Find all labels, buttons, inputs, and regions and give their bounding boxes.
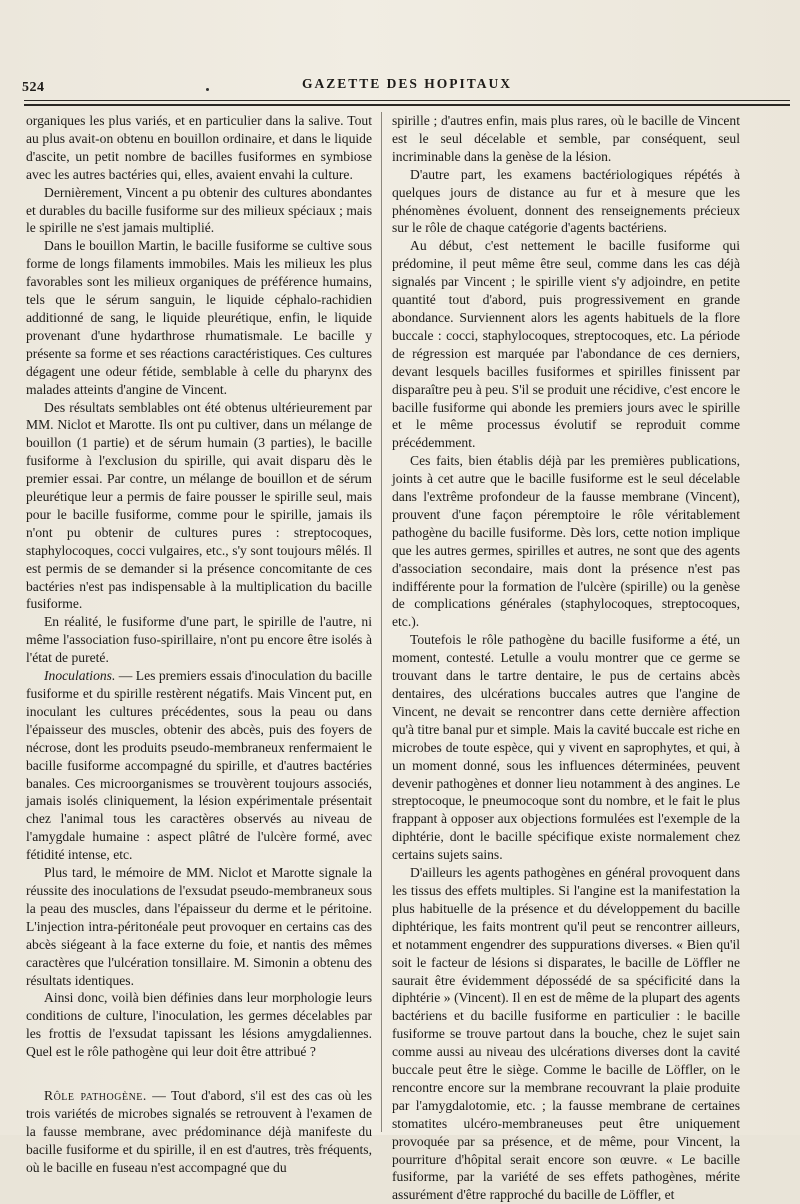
left-paragraph-5: En réalité, le fusiforme d'une part, le spirille de l'autre, ni même l'association fuso-spirillaire, n'ont pu encore être isolés à l'état de pureté. <box>26 614 372 666</box>
page-number: 524 <box>22 80 45 95</box>
left-paragraph-2: Dernièrement, Vincent a pu obtenir des cultures abondantes et durables du bacille fusiforme sur des milieux spéciaux ; mais le spirille ne s'est jamais multiplié. <box>26 184 372 236</box>
left-paragraph-6: Plus tard, le mémoire de MM. Niclot et Marotte signale la réussite des inoculations de l'exsudat pseudo-membraneux sous la peau des muscles, dans l'épaisseur du derme et le péritoine. L'injection intra-péritonéale peut provoquer en certains cas des abcès siégeant à la face externe du foie, et nantis des mêmes caractères que l'ulcération tonsillaire. M. Simonin a obtenu des résultats identiques. <box>26 865 372 988</box>
column-divider <box>381 112 382 1132</box>
inoculations-paragraph <box>26 667 372 864</box>
right-paragraph-5: Toutefois le rôle pathogène du bacille fusiforme a été, un moment, contesté. Letulle a voulu montrer que ce germe se trouvant dans le tartre dentaire, le pus de certains abcès dentaires, des ulcérations buccales autres que l'angine de Vincent, ne devait se rencontrer dans cette dernière affection qu'à titre banal pur et simple. Mais la cavité buccale est riche en microbes de toute espèce, qui y vivent en saprophytes, et qui, à un moment donné, sous les influences déterminées, peuvent devenir pathogènes et donner lieu notamment à des angines. Le streptocoque, le pneumocoque sont du nombre, et le fait le plus frappant à opposer aux objections formulées est l'exemple de la diphtérie, dont le bacille spécifique existe normalement chez certains sujets sains. <box>392 632 740 863</box>
header-rule-thin <box>24 100 790 101</box>
role-pathogene-body: — Tout d'abord, s'il est des cas où les trois variétés de microbes signalés se retrouvent à l'examen de la fausse membrane, avec prédominance déjà manifeste du bacille fusiforme et du spirille, il en est d'autres, très fréquents, où le bacille en fuseau n'est accompagné que du <box>26 1088 372 1175</box>
right-paragraph-6: D'ailleurs les agents pathogènes en général provoquent dans les tissus des effets multiples. Si l'angine est la manifestation la plus habituelle de la présence et du développement du bacille diphtérique, les faits montrent qu'il peut se rencontrer ailleurs, et notamment engendrer des suppurations diverses. « Bien qu'il soit le facteur de lésions si disparates, le bacille de Löffler ne saurait être évidemment dépossédé de sa spécificité dans la diphtérie » (Vincent). Il en est de même de la plupart des agents bactériens et du bacille fusiforme en particulier : le bacille fusiforme se trouve partout dans la bouche, chez le sujet sain comme aussi au niveau des ulcérations diverses dont la cavité buccale peut être le siège. Comme le bacille de Löffler, on le rencontre encore sur la membrane recouvrant la plaie produite par l'amygdalotomie, etc. ; la fausse membrane de certaines stomatites ulcéro-membraneuses peut être uniquement provoquée par sa présence, et de même, pour Vincent, la pourriture d'hôpital serait encore son œuvre. « Le bacille fusiforme, par la variété de ses effets pathogènes, mérite assurément d'être rapproché du bacille de Löffler, et <box>392 865 740 1203</box>
left-column <box>26 112 372 1177</box>
journal-title: GAZETTE DES HOPITAUX <box>301 76 513 91</box>
role-pathogene-paragraph <box>26 1087 372 1177</box>
role-pathogene-heading: Rôle pathogène. <box>44 1088 147 1104</box>
left-paragraph-4: Des résultats semblables ont été obtenus ultérieurement par MM. Niclot et Marotte. Ils ont pu cultiver, dans un mélange de bouillon (1 partie) et de sérum humain (3 parties), le bacille fusiforme à l'exclusion du spirille, qui avait disparu dès le premier essai. Par contre, un mélange de bouillon et de sérum pleurétique leur a permis de faire pousser le spirille seul, mais pour le bacille fusiforme, comme pour le spirille, jamais ils n'ont pu obtenir de cultures pures : streptocoques, staphylocoques, cocci vulgaires, etc., s'y sont toujours mêlés. Il est permis de se demander si la présence concomitante de ces bactéries n'est pas indispensable à la multiplication du bacille fusiforme. <box>26 399 372 612</box>
right-paragraph-3: Au début, c'est nettement le bacille fusiforme qui prédomine, il peut même être seul, comme dans les cas déjà signalés par Vincent ; le spirille vient s'y adjoindre, en petite quantité tout d'abord, puis progressivement en grande abondance. Surviennent alors les agents habituels de la flore buccale : cocci, staphylocoques, streptocoques, etc. La période de régression est marquée par l'abondance de ces derniers, devant lesquels bacilles fusiformes et spirilles finissent par disparaître peu à peu. S'il se produit une récidive, c'est encore le bacille fusiforme qui abonde les premiers jours avec le spirille et le même processus évolutif se reproduit comme précédemment. <box>392 238 741 451</box>
left-paragraph-1: organiques les plus variés, et en particulier dans la salive. Tout au plus avait-on obtenu en bouillon ordinaire, et dans le liquide d'ascite, un petit nombre de bacilles fusiformes en symbiose avec les autres bactéries qui, elles, avaient envahi la culture. <box>26 113 372 182</box>
right-paragraph-2: D'autre part, les examens bactériologiques répétés à quelques jours de distance au fur et à mesure que les phénomènes évoluent, donnent des renseignements précieux sur le rôle de chaque catégorie d'agents bactériens. <box>392 166 740 236</box>
page-header <box>22 74 792 94</box>
left-paragraph-7: Ainsi donc, voilà bien définies dans leur morphologie leurs conditions de culture, l'inoculation, les germes décelables par les frottis de l'exsudat tapissant les lésions amygdaliennes. Quel est le rôle pathogène qui leur doit être attribué ? <box>26 990 372 1060</box>
inoculations-body: — Les premiers essais d'inoculation du bacille fusiforme et du spirille restèrent négatifs. Mais Vincent put, en inoculant les cultures précédentes, sous la peau ou dans l'épaisseur des muscles, obtenir des abcès, puis des foyers de nécrose, dont les produits pseudo-membraneux renfermaient le bacille fusiforme accompagné du spirille, et d'autres bactéries banales. Ces microorganismes se trouvèrent toujours associés, jamais isolés cliniquement, la lésion expérimentale présentait chez l'animal tous les caractères observés au niveau de l'amygdale humaine : aspect plâtré de l'ulcère formé, avec fétidité intense, etc. <box>26 668 372 863</box>
right-paragraph-1: spirille ; d'autres enfin, mais plus rares, où le bacille de Vincent est le seul décelable et semble, par conséquent, seul incriminable dans la genèse de la lésion. <box>392 113 740 164</box>
right-paragraph-4: Ces faits, bien établis déjà par les premières publications, joints à cet autre que le bacille fusiforme est le seul décelable dans l'extrême profondeur de la fausse membrane (Vincent), prouvent d'une façon péremptoire le rôle véritablement pathogène du bacille fusiforme. Dès lors, cette notion implique que les autres germes, spirilles et autres, ne sont que des agents d'association secondaire, mais dont la présence n'est pas indifférente pour la formation de l'ulcère (spirille) ou la genèse de complications générales (staphylocoques, streptocoques, etc.). <box>392 453 740 630</box>
left-paragraph-3: Dans le bouillon Martin, le bacille fusiforme se cultive sous forme de longs filaments immobiles. Mais les milieux les plus favorables sont les milieux organiques de préférence humains, tels que le sérum sanguin, le liquide céphalo-rachidien additionné de sang, le liquide pleurétique, enfin, le liquide provenant d'une hydarthrose rhumatismale. Le bacille y présente sa forme et ses réactions caractéristiques. Ces cultures dégagent une odeur fétide, semblable à celle du pharynx des malades atteints d'angine de Vincent. <box>26 238 372 397</box>
header-rule-thick <box>24 104 790 106</box>
inoculations-heading: Inoculations. <box>44 668 116 684</box>
right-column <box>392 112 740 1204</box>
